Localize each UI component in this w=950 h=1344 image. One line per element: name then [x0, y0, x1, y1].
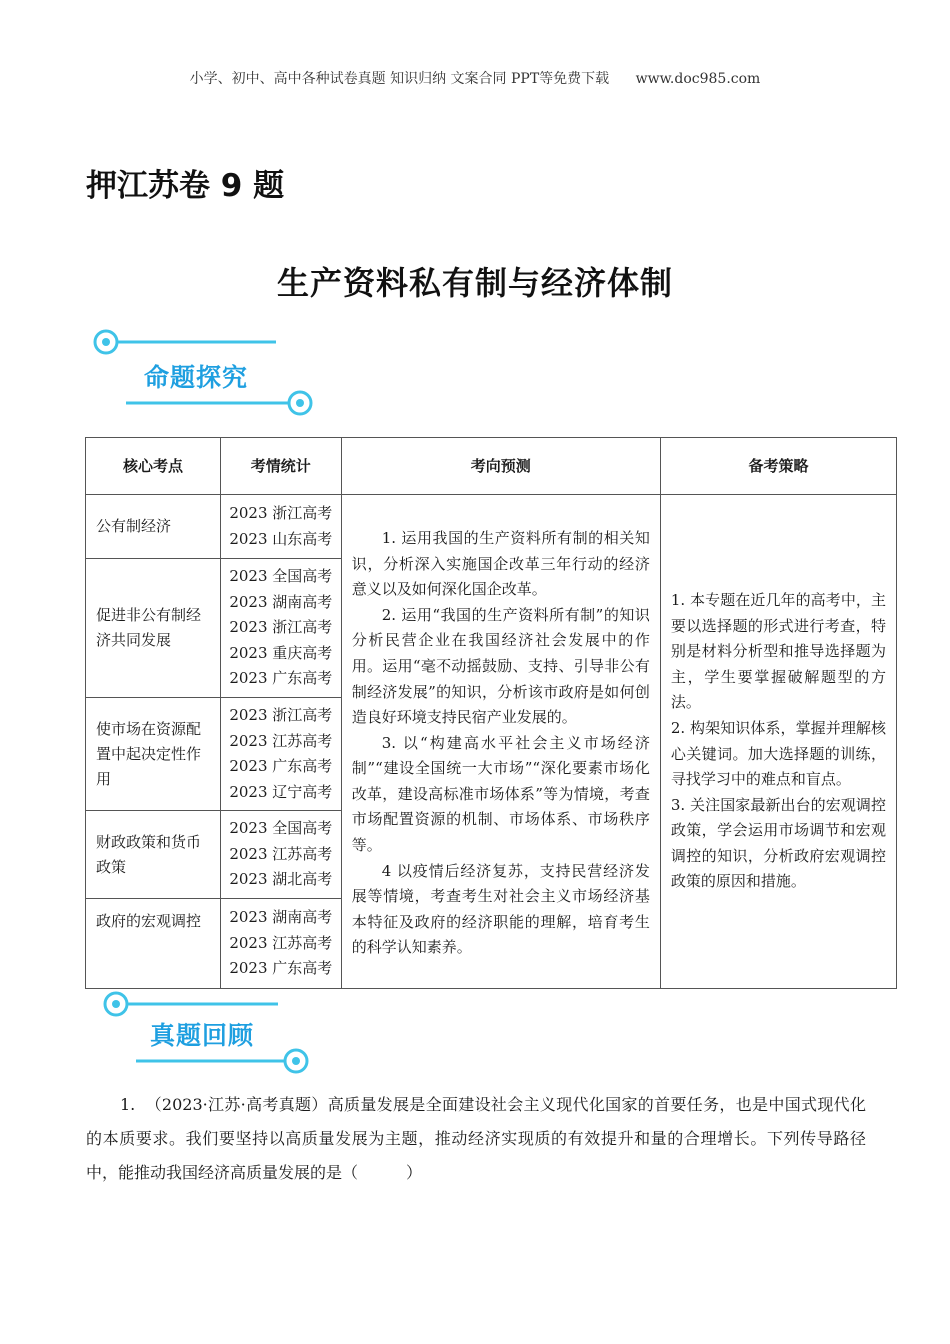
stats-cell [220, 811, 341, 899]
stats-cell [220, 899, 341, 989]
stats-line: 2023 广东高考 [229, 959, 333, 978]
stats-line: 2023 全国高考 [229, 567, 333, 586]
table-header-row [86, 438, 897, 495]
prediction-cell [341, 495, 660, 989]
stats-line: 2023 浙江高考 [229, 504, 333, 522]
stats-line: 2023 江苏高考 [229, 933, 333, 952]
stats-line: 2023 浙江高考 [229, 706, 333, 724]
stats-line: 2023 山东高考 [229, 529, 333, 548]
prediction-item: 2. 运用“我国的生产资料所有制”的知识分析民营企业在我国经济社会发展中的作用。运用“毫不动摇鼓励、支持、引导非公有制经济发展”的知识，分析该市政府是如何创造良好环境支持民宿产业发展的。 [351, 605, 650, 727]
question-1 [86, 1088, 866, 1190]
section-badge-explore [88, 326, 328, 416]
stats-cell [220, 698, 341, 811]
strategy-item: 3. 关注国家最新出台的宏观调控政策，学会运用市场调节和宏观调控的知识，分析政府宏观调控政策的原因和措施。 [670, 795, 886, 891]
exam-analysis-table [85, 437, 897, 989]
topic-cell: 使市场在资源配置中起决定性作用 [86, 698, 221, 811]
question-text: （2023·江苏·高考真题）高质量发展是全面建设社会主义现代化国家的首要任务，也是中国式现代化的本质要求。我们要坚持以高质量发展为主题，推动经济实现质的有效提升和量的合理增长。下列传导路径中，能推动我国经济高质量发展的是（ ） [86, 1095, 866, 1182]
stats-line: 2023 江苏高考 [229, 844, 333, 863]
stats-line: 2023 重庆高考 [229, 643, 333, 662]
stats-line: 2023 湖南高考 [229, 592, 333, 611]
section-title-explore: 命题探究 [144, 363, 249, 392]
topic-cell: 公有制经济 [86, 495, 221, 559]
strategy-item: 1. 本专题在近几年的高考中，主要以选择题的形式进行考查，特别是材料分析型和推导选择题为主，学生要掌握破解题型的方法。 [670, 590, 886, 712]
stats-line: 2023 江苏高考 [229, 731, 333, 750]
topic-cell: 政府的宏观调控 [86, 899, 221, 989]
section-title-review: 真题回顾 [150, 1021, 255, 1050]
topic-cell: 财政政策和货币政策 [86, 811, 221, 899]
stats-line: 2023 湖南高考 [229, 908, 333, 927]
prediction-item: 1. 运用我国的生产资料所有制的相关知识，分析深入实施国企改革三年行动的经济意义以及如何深化国企改革。 [351, 528, 650, 599]
header-text: 小学、初中、高中各种试卷真题 知识归纳 文案合同 PPT等免费下载 [189, 71, 610, 87]
section-badge-review [88, 990, 328, 1080]
stats-line: 2023 广东高考 [229, 669, 333, 688]
page-header [0, 68, 950, 88]
header-exam-stats: 考情统计 [220, 438, 341, 495]
page-subtitle: 生产资料私有制与经济体制 [276, 264, 673, 302]
stats-line: 2023 辽宁高考 [229, 782, 333, 801]
question-number: 1. [120, 1095, 136, 1114]
stats-line: 2023 广东高考 [229, 757, 333, 775]
stats-cell [220, 559, 341, 698]
strategy-cell [660, 495, 896, 989]
header-strategy: 备考策略 [660, 438, 896, 495]
stats-cell [220, 495, 341, 559]
strategy-item: 2. 构架知识体系，掌握并理解核心关键词。加大选择题的训练，寻找学习中的难点和盲点。 [670, 718, 886, 789]
stats-line: 2023 全国高考 [229, 819, 333, 838]
page-title: 押江苏卷 9 题 [86, 168, 285, 204]
topic-cell: 促进非公有制经济共同发展 [86, 559, 221, 698]
prediction-item: 3. 以“构建高水平社会主义市场经济制”“建设全国统一大市场”“深化要素市场化改革，建设高标准市场体系”等为情境，考查市场配置资源的机制、市场体系、市场秩序等。 [351, 733, 650, 855]
stats-line: 2023 湖北高考 [229, 870, 333, 889]
prediction-item: 4 以疫情后经济复苏，支持民营经济发展等情境，考查考生对社会主义市场经济基本特征及政府的经济职能的理解，培育考生的科学认知素养。 [351, 861, 650, 957]
header-site-link[interactable]: www.doc985.com [635, 71, 761, 87]
table-row [86, 495, 897, 559]
header-prediction: 考向预测 [341, 438, 660, 495]
stats-line: 2023 浙江高考 [229, 618, 333, 637]
header-core-topic: 核心考点 [86, 438, 221, 495]
